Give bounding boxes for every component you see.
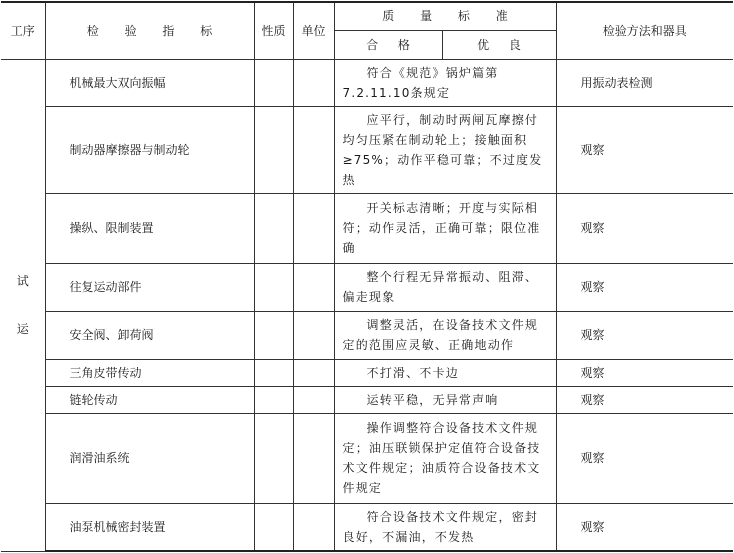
unit-cell (293, 413, 334, 503)
table-row (1, 59, 733, 106)
standard-cell: 调整灵活，在设备技术文件规定的范围应灵敏、正确地动作 (334, 311, 556, 359)
indicator-cell: 操纵、限制装置 (45, 193, 254, 263)
header-qualified: 合 格 (334, 30, 442, 59)
method-cell: 观察 (556, 193, 733, 263)
standard-cell: 运转平稳，无异常声响 (334, 386, 556, 413)
unit-cell (293, 386, 334, 413)
table-row (1, 503, 733, 551)
indicator-cell: 机械最大双向振幅 (45, 59, 254, 106)
indicator-cell: 制动器摩擦器与制动轮 (45, 106, 254, 193)
method-cell: 观察 (556, 263, 733, 311)
standard-cell: 开关标志清晰；开度与实际相符；动作灵活，正确可靠；限位准确 (334, 193, 556, 263)
unit-cell (293, 263, 334, 311)
table-row (1, 106, 733, 193)
nature-cell (254, 413, 293, 503)
unit-cell (293, 503, 334, 551)
header-nature: 性质 (254, 2, 293, 59)
header-unit: 单位 (293, 2, 334, 59)
method-cell: 观察 (556, 503, 733, 551)
standard-cell: 应平行，制动时两闸瓦摩擦付均匀压紧在制动轮上；接触面积≥75%；动作平稳可靠；不过度发热 (334, 106, 556, 193)
standard-cell: 整个行程无异常振动、阻滞、偏走现象 (334, 263, 556, 311)
header-excellent: 优 良 (442, 30, 556, 59)
indicator-cell: 往复运动部件 (45, 263, 254, 311)
unit-cell (293, 193, 334, 263)
unit-cell (293, 59, 334, 106)
table-row (1, 413, 733, 503)
nature-cell (254, 263, 293, 311)
standard-cell: 不打滑、不卡边 (334, 359, 556, 386)
table-row (1, 359, 733, 386)
process-cell (1, 59, 45, 551)
method-cell: 观察 (556, 359, 733, 386)
header-process: 工序 (1, 2, 45, 59)
indicator-cell: 三角皮带传动 (45, 359, 254, 386)
standard-cell: 符合《规范》锅炉篇第7.2.11.10条规定 (334, 59, 556, 106)
header-method: 检验方法和器具 (556, 2, 733, 59)
standard-cell: 操作调整符合设备技术文件规定；油压联锁保护定值符合设备技术文件规定；油质符合设备技术文件规定 (334, 413, 556, 503)
indicator-cell: 润滑油系统 (45, 413, 254, 503)
table-row (1, 386, 733, 413)
standard-cell: 符合设备技术文件规定，密封良好，不漏油，不发热 (334, 503, 556, 551)
nature-cell (254, 386, 293, 413)
nature-cell (254, 193, 293, 263)
method-cell: 观察 (556, 311, 733, 359)
nature-cell (254, 503, 293, 551)
header-indicator: 检 验 指 标 (45, 2, 254, 59)
method-cell: 观察 (556, 386, 733, 413)
indicator-cell: 安全阀、卸荷阀 (45, 311, 254, 359)
unit-cell (293, 106, 334, 193)
method-cell: 观察 (556, 413, 733, 503)
process-label-char: 试 (16, 274, 29, 288)
nature-cell (254, 106, 293, 193)
inspection-table (1, 1, 733, 552)
method-cell: 用振动表检测 (556, 59, 733, 106)
nature-cell (254, 59, 293, 106)
header-quality-standard: 质 量 标 准 (334, 2, 556, 30)
unit-cell (293, 359, 334, 386)
indicator-cell: 链轮传动 (45, 386, 254, 413)
nature-cell (254, 359, 293, 386)
table-row (1, 193, 733, 263)
method-cell: 观察 (556, 106, 733, 193)
table-row (1, 263, 733, 311)
nature-cell (254, 311, 293, 359)
table-row (1, 311, 733, 359)
process-label-char: 运 (16, 322, 29, 336)
unit-cell (293, 311, 334, 359)
indicator-cell: 油泵机械密封装置 (45, 503, 254, 551)
